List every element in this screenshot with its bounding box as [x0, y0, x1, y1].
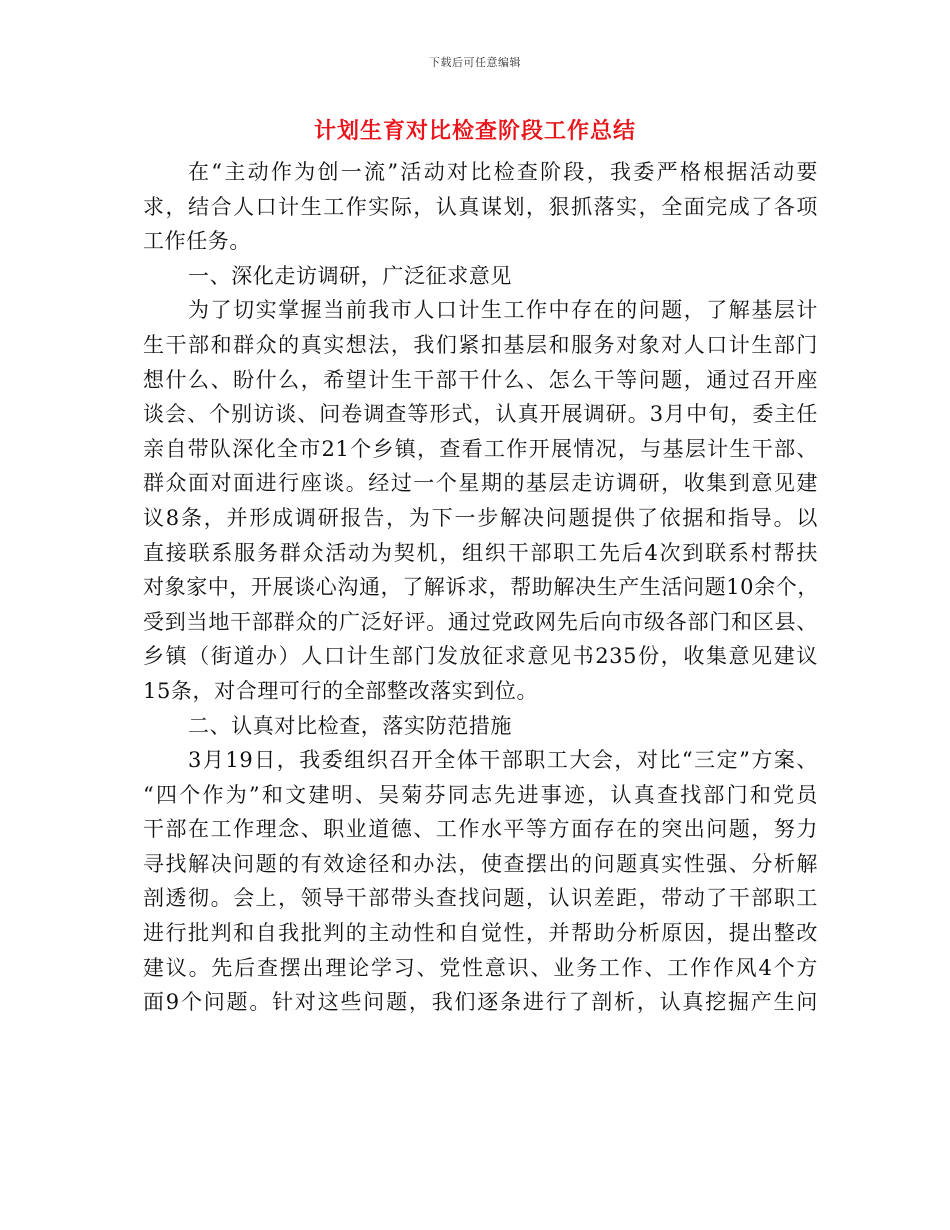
body-line: 受到当地干部群众的广泛好评。通过党政网先后向市级各部门和区县、: [143, 609, 818, 634]
body-line: 对象家中，开展谈心沟通，了解诉求，帮助解决生产生活问题10余个，: [143, 575, 819, 600]
body-line: 面9个问题。针对这些问题，我们逐条进行了剖析，认真挖掘产生问: [143, 990, 818, 1015]
body-line: 进行批判和自我批判的主动性和自觉性，并帮助分析原因，提出整改: [143, 921, 818, 946]
header-note: 下载后可任意编辑: [429, 56, 521, 69]
body-line: 干部在工作理念、职业道德、工作水平等方面存在的突出问题，努力: [143, 817, 818, 842]
body-line: 生干部和群众的真实想法，我们紧扣基层和服务对象对人口计生部门: [143, 332, 818, 357]
body-line: 在“主动作为创一流”活动对比检查阶段，我委严格根据活动要: [188, 160, 818, 184]
body-line: 工作任务。: [143, 229, 251, 254]
body-line: 建议。先后查摆出理论学习、党性意识、业务工作、工作作风4个方: [143, 955, 818, 980]
body-line: 为了切实掌握当前我市人口计生工作中存在的问题，了解基层计: [188, 298, 818, 323]
body-line: 15条，对合理可行的全部整改落实到位。: [143, 678, 539, 703]
body-line: 群众面对面进行座谈。经过一个星期的基层走访调研，收集到意见建: [143, 471, 818, 496]
body-line: 谈会、个别访谈、问卷调查等形式，认真开展调研。3月中旬，委主任: [143, 402, 818, 427]
body-line: 直接联系服务群众活动为契机，组织干部职工先后4次到联系村帮扶: [143, 540, 818, 565]
body-line: 亲自带队深化全市21个乡镇，查看工作开展情况，与基层计生干部、: [143, 436, 818, 461]
body-line: 寻找解决问题的有效途径和办法，使查摆出的问题真实性强、分析解: [143, 851, 818, 876]
body-line: 剖透彻。会上，领导干部带头查找问题，认识差距，带动了干部职工: [143, 886, 818, 911]
body-line: 3月19日，我委组织召开全体干部职工大会，对比“三定”方案、: [188, 748, 818, 773]
body-line: 议8条，并形成调研报告，为下一步解决问题提供了依据和指导。以: [143, 505, 818, 530]
body-line: 想什么、盼什么，希望计生干部干什么、怎么干等问题，通过召开座: [143, 367, 818, 392]
body-line: 求，结合人口计生工作实际，认真谋划，狠抓落实，全面完成了各项: [143, 194, 818, 219]
body-line: 一、深化走访调研，广泛征求意见: [188, 263, 512, 288]
body-line: 乡镇（街道办）人口计生部门发放征求意见书235份，收集意见建议: [143, 644, 818, 669]
body-line: “四个作为”和文建明、吴菊芬同志先进事迹，认真查找部门和党员: [143, 782, 818, 807]
document-title: 计划生育对比检查阶段工作总结: [313, 118, 636, 144]
document-body: [143, 155, 818, 1020]
body-line: 二、认真对比检查，落实防范措施: [188, 713, 512, 738]
